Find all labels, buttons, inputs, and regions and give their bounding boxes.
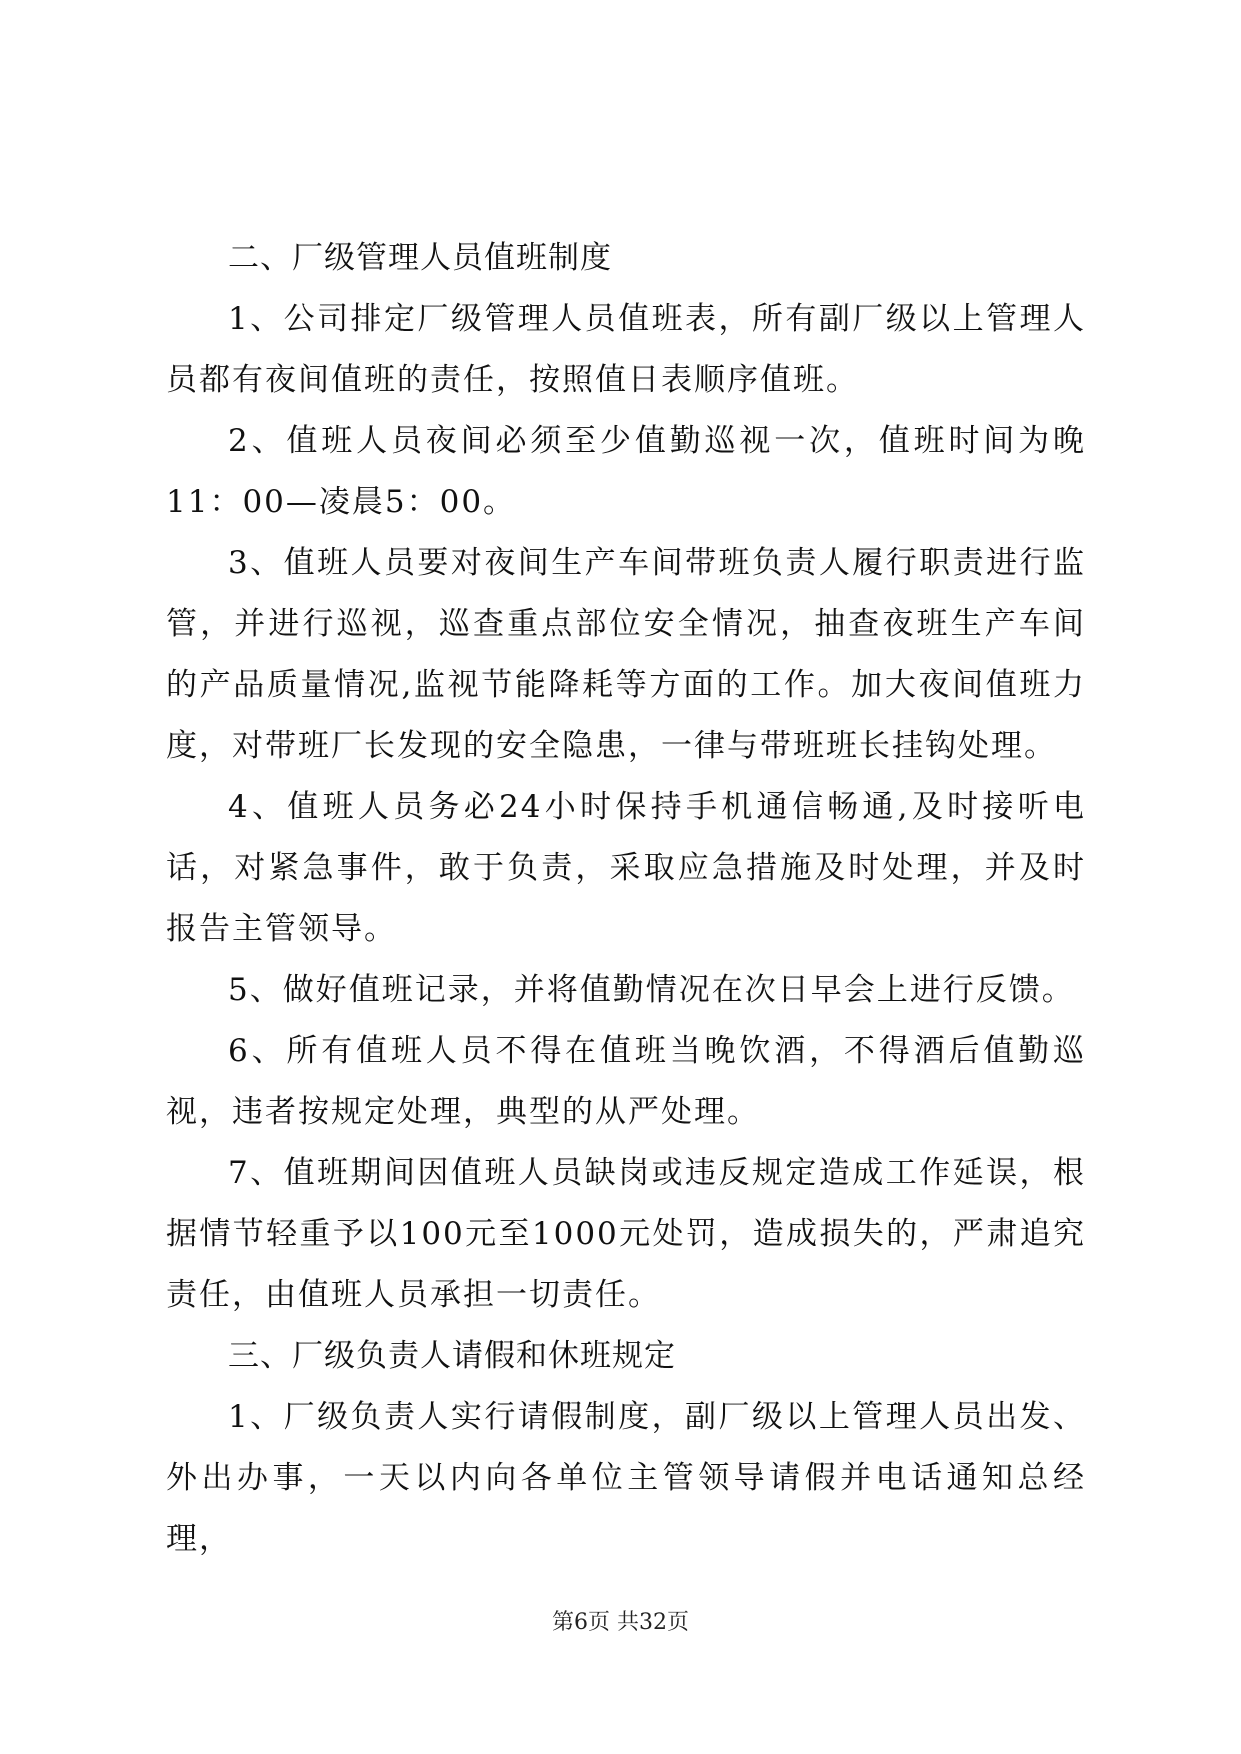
paragraph-3: 3、值班人员要对夜间生产车间带班负责人履行职责进行监管，并进行巡视，巡查重点部位安全情况，抽查夜班生产车间的产品质量情况,监视节能降耗等方面的工作。加大夜间值班力度，对带班厂长发现的安全隐患，一律与带班班长挂钩处理。 [166,545,1086,764]
paragraph-2: 2、值班人员夜间必须至少值勤巡视一次，值班时间为晚11：00—凌晨5：00。 [166,423,1086,520]
document-body [166,228,1086,1570]
paragraph-6: 6、所有值班人员不得在值班当晚饮酒，不得酒后值勤巡视，违者按规定处理，典型的从严处理。 [166,1033,1086,1130]
paragraph-5: 5、做好值班记录，并将值勤情况在次日早会上进行反馈。 [228,972,1075,1008]
section-heading-3: 三、厂级负责人请假和休班规定 [228,1338,676,1374]
paragraph-8: 1、厂级负责人实行请假制度，副厂级以上管理人员出发、外出办事，一天以内向各单位主管领导请假并电话通知总经理， [166,1399,1086,1557]
paragraph-7: 7、值班期间因值班人员缺岗或违反规定造成工作延误，根据情节轻重予以100元至1000元处罚，造成损失的，严肃追究责任，由值班人员承担一切责任。 [166,1155,1086,1313]
paragraph-1: 1、公司排定厂级管理人员值班表，所有副厂级以上管理人员都有夜间值班的责任，按照值日表顺序值班。 [166,301,1086,398]
page-number-footer: 第6页 共32页 [552,1610,689,1635]
paragraph-4: 4、值班人员务必24小时保持手机通信畅通,及时接听电话，对紧急事件，敢于负责，采取应急措施及时处理，并及时报告主管领导。 [166,789,1086,947]
section-heading-2: 二、厂级管理人员值班制度 [228,240,612,276]
